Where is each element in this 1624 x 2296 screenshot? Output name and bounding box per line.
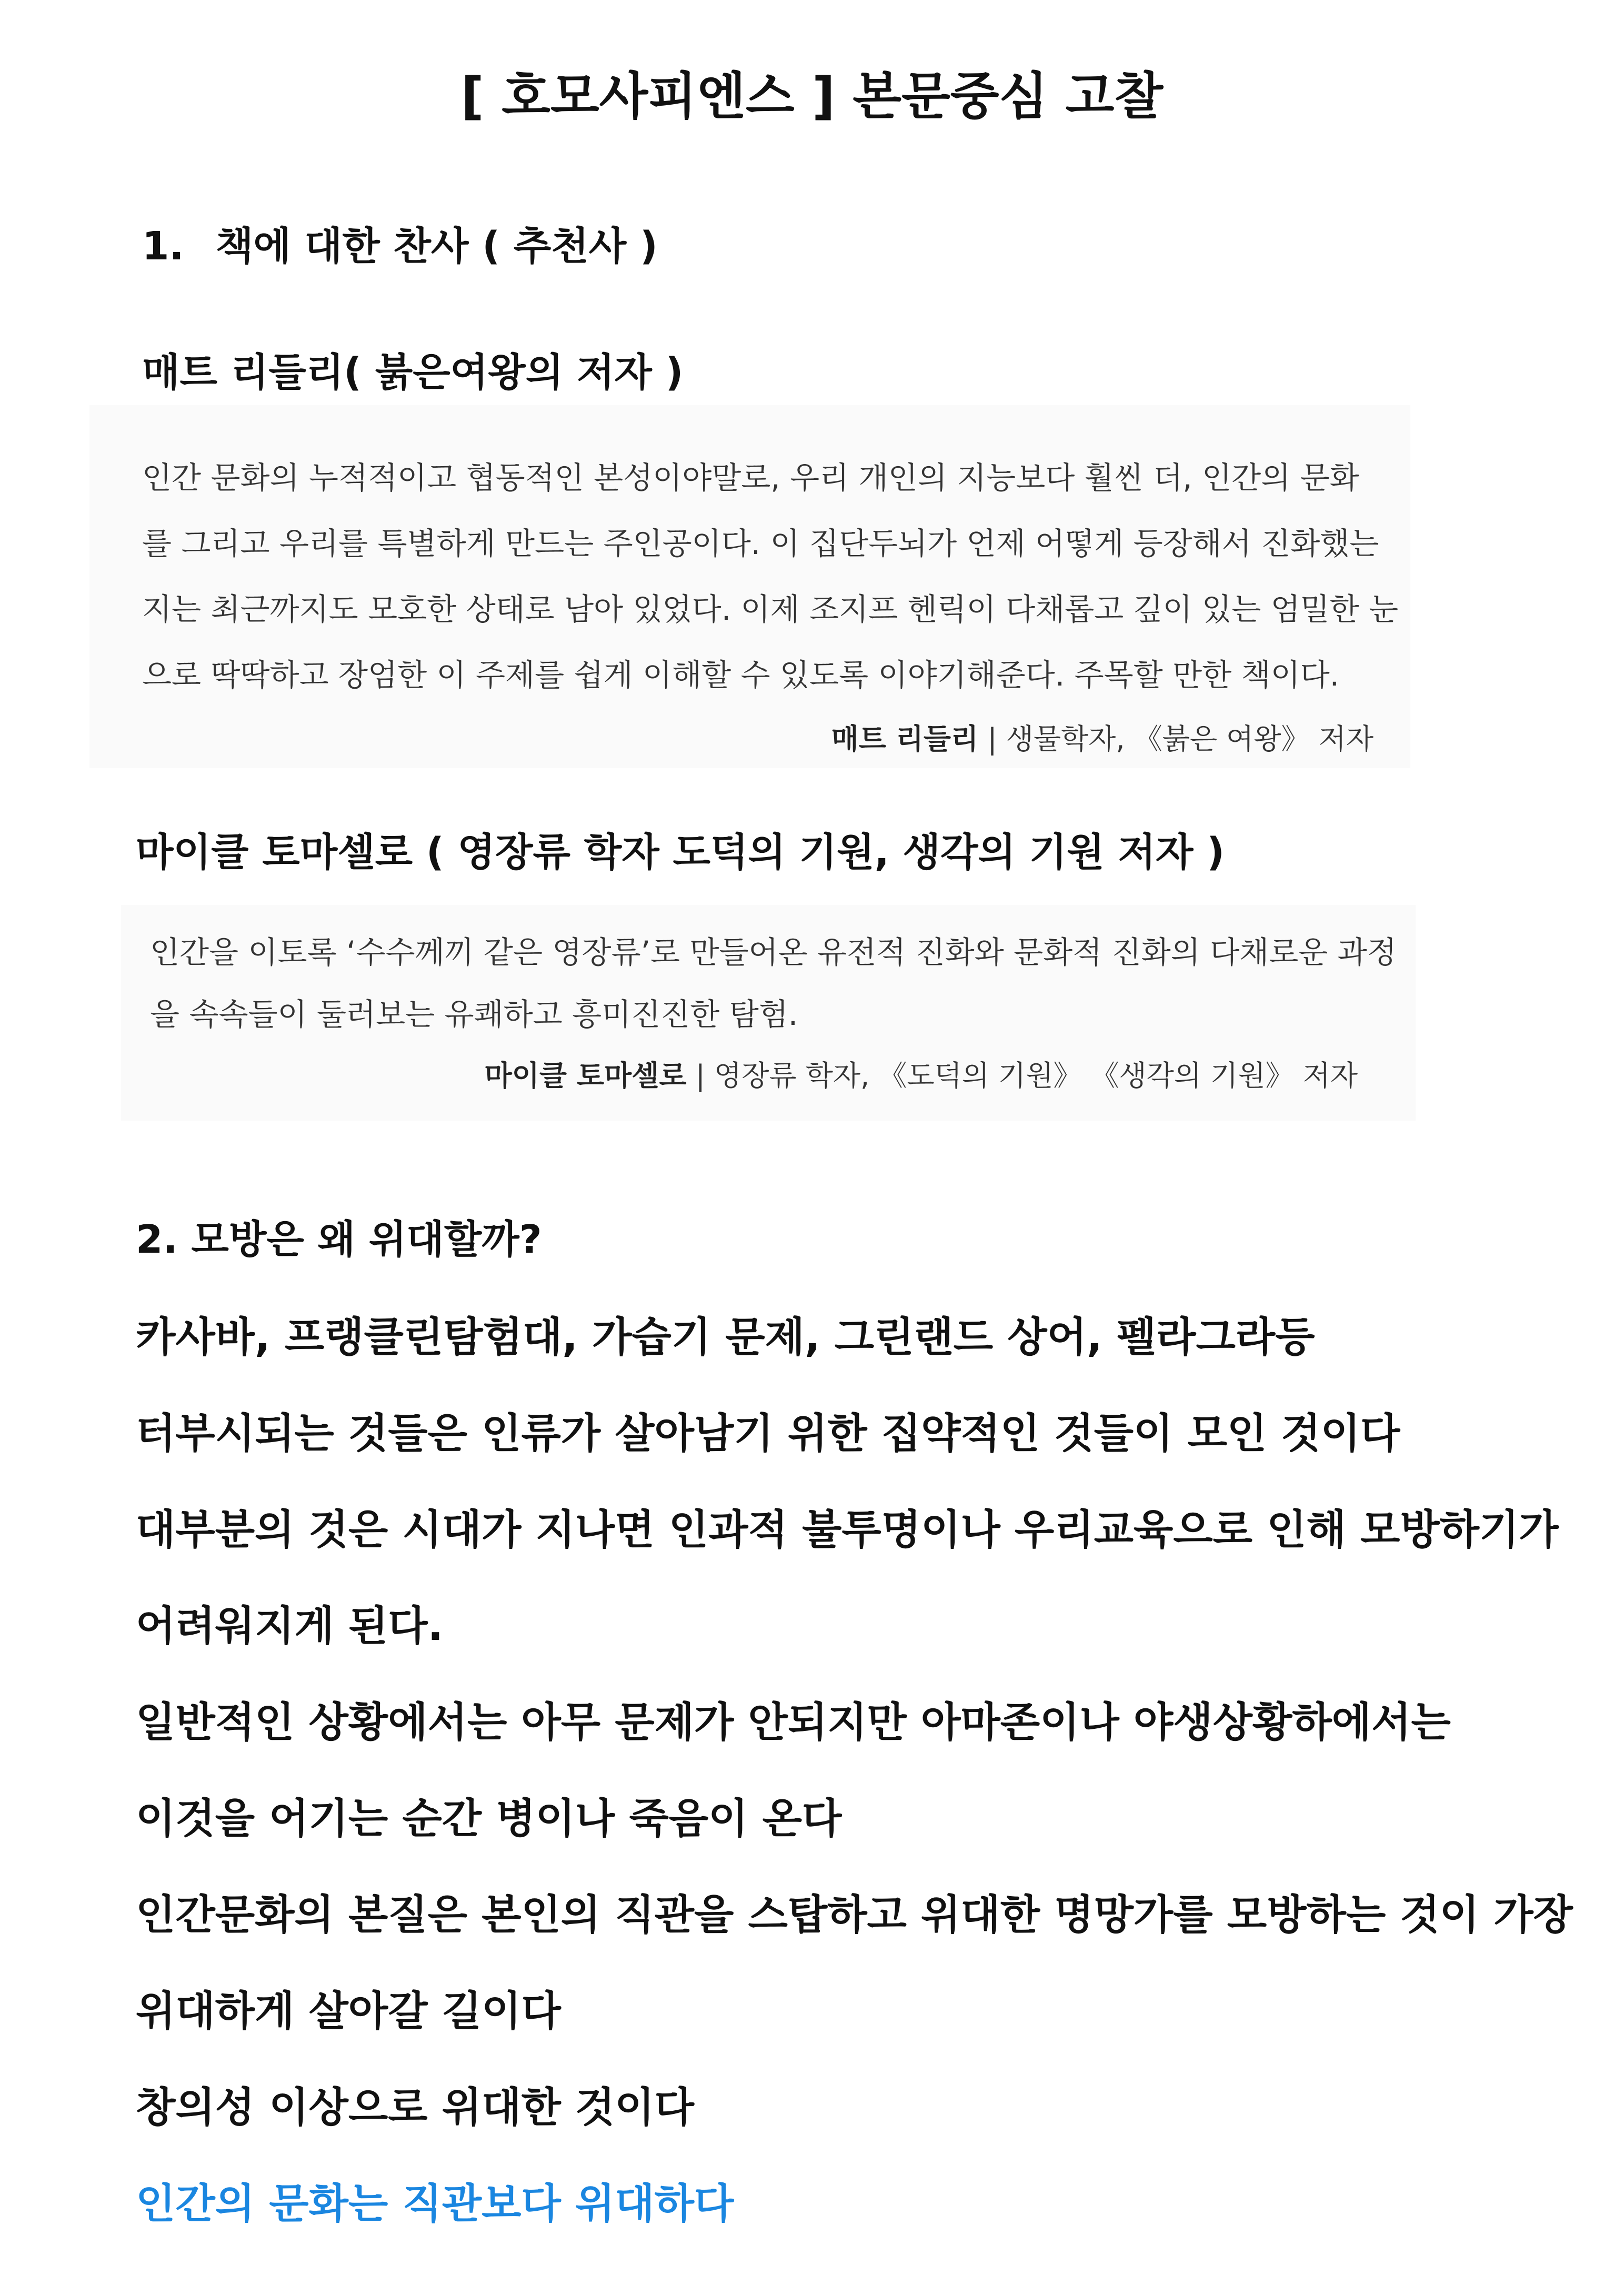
quote-line: 인간을 이토록 ‘수수께끼 같은 영장류’로 만들어온 유전적 진화와 문화적 진화의 다채로운 과정 [150, 934, 1397, 970]
reviewer-2-quote [121, 905, 1416, 1121]
attribution-detail: | 생물학자, 《붉은 여왕》 저자 [978, 722, 1374, 756]
section-1-title: 책에 대한 찬사 ( 추천사 ) [216, 224, 658, 269]
quote-line: 으로 딱딱하고 장엄한 이 주제를 쉽게 이해할 수 있도록 이야기해준다. 주목할 만한 책이다. [142, 657, 1340, 693]
section-1-number: 1. [142, 224, 184, 269]
section-1-heading [142, 221, 658, 271]
reviewer-2-heading: 마이클 토마셀로 ( 영장류 학자 도덕의 기원, 생각의 기원 저자 ) [136, 830, 1225, 875]
quote-attribution [831, 721, 1374, 758]
quote-line: 를 그리고 우리를 특별하게 만드는 주인공이다. 이 집단두뇌가 언제 어떻게 등장해서 진화했는 [142, 526, 1379, 561]
body-paragraph: 일반적인 상황에서는 아무 문제가 안되지만 아마존이나 야생상황하에서는 [136, 1699, 1451, 1746]
quote-line: 을 속속들이 둘러보는 유쾌하고 흥미진진한 탐험. [150, 996, 798, 1032]
body-paragraph: 대부분의 것은 시대가 지나면 인과적 불투명이나 우리교육으로 인해 모방하기가 [136, 1506, 1559, 1554]
section-2-heading: 2. 모방은 왜 위대할까? [136, 1217, 542, 1262]
attribution-detail: | 영장류 학자, 《도덕의 기원》 《생각의 기원》 저자 [686, 1059, 1358, 1092]
reviewer-1-heading: 매트 리들리( 붉은여왕의 저자 ) [142, 350, 684, 395]
body-paragraph: 이것을 어기는 순간 병이나 죽음이 온다 [136, 1795, 842, 1842]
attribution-name: 마이클 토마셀로 [484, 1059, 687, 1092]
body-paragraph: 인간문화의 본질은 본인의 직관을 스탑하고 위대한 명망가를 모방하는 것이 가장 [136, 1891, 1573, 1939]
conclusion-text: 인간의 문화는 직관보다 위대하다 [136, 2180, 734, 2228]
examples-line: 카사바, 프랭클린탐험대, 가습기 문제, 그린랜드 상어, 펠라그라등 [136, 1314, 1315, 1361]
body-paragraph: 어려워지게 된다. [136, 1603, 444, 1650]
quote-line: 인간 문화의 누적적이고 협동적인 본성이야말로, 우리 개인의 지능보다 훨씬 더, 인간의 문화 [142, 460, 1359, 496]
reviewer-1-quote [89, 405, 1410, 768]
body-paragraph: 위대하게 살아갈 길이다 [136, 1988, 561, 2035]
body-paragraph: 터부시되는 것들은 인류가 살아남기 위한 집약적인 것들이 모인 것이다 [136, 1410, 1400, 1457]
quote-line: 지는 최근까지도 모호한 상태로 남아 있었다. 이제 조지프 헨릭이 다채롭고 깊이 있는 엄밀한 눈 [142, 591, 1399, 627]
attribution-name: 매트 리들리 [831, 722, 979, 756]
page-title: [ 호모사피엔스 ] 본문중심 고찰 [460, 67, 1164, 126]
quote-attribution [485, 1058, 1358, 1094]
body-paragraph: 창의성 이상으로 위대한 것이다 [136, 2084, 694, 2131]
